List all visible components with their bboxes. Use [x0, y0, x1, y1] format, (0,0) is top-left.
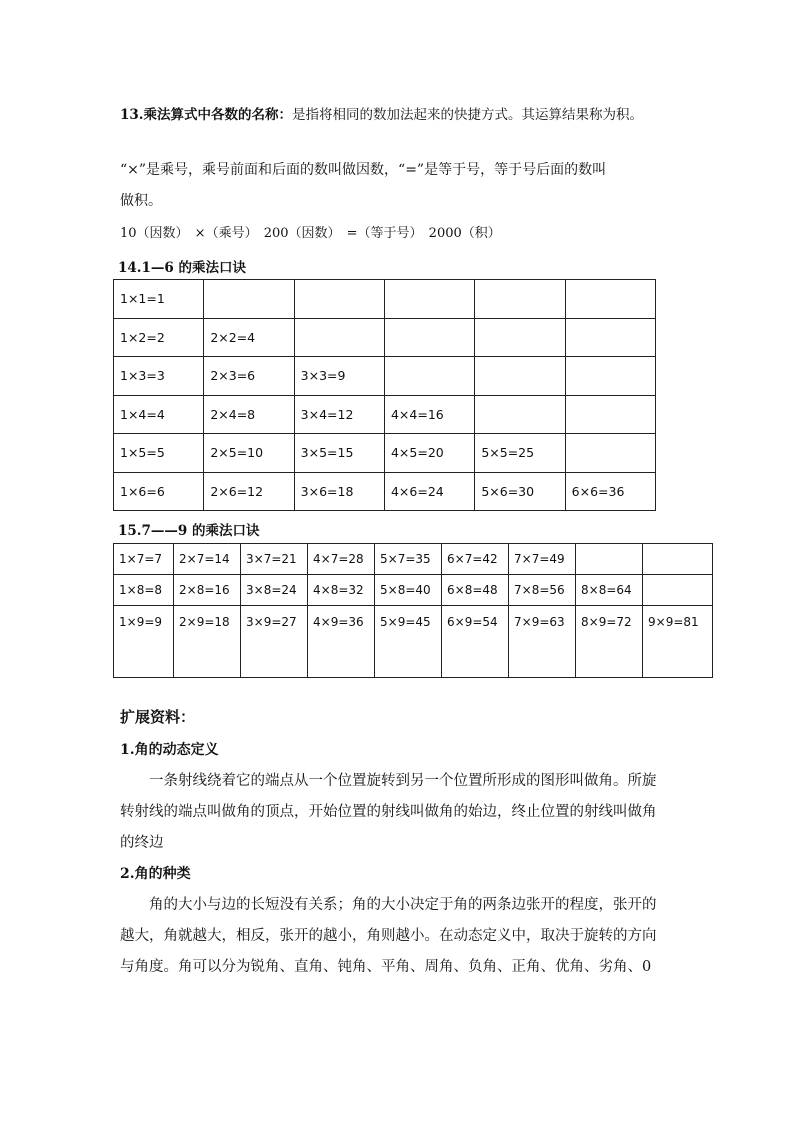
table-cell: 5×5=25 [475, 434, 565, 473]
table-row [114, 280, 656, 319]
table-cell: 6×9=54 [442, 606, 509, 678]
section-13-text: 是指将相同的数加法起来的快捷方式。其运算结果称为积。 [292, 107, 643, 123]
table-cell: 5×7=35 [375, 544, 442, 575]
paragraph-line: 一条射线绕着它的端点从一个位置旋转到另一个位置所形成的图形叫做角。所旋 [149, 773, 657, 789]
table-row [114, 606, 713, 678]
table-cell: 1×9=9 [114, 606, 174, 678]
table-cell: 8×9=72 [576, 606, 643, 678]
table-row [114, 318, 656, 357]
section-14-heading: 14.1—6 的乘法口诀 [118, 260, 246, 276]
table-cell: 1×6=6 [114, 472, 204, 511]
table-cell: 2×4=8 [204, 395, 294, 434]
table-cell: 8×8=64 [576, 575, 643, 606]
paragraph-line: 转射线的端点叫做角的顶点，开始位置的射线叫做角的始边，终止位置的射线叫做角 [120, 804, 657, 820]
table-cell: 3×9=27 [241, 606, 308, 678]
symbol-explanation-line-1: “×”是乘号，乘号前面和后面的数叫做因数，“=”是等于号，等于号后面的数叫 [120, 162, 607, 178]
table-cell [565, 280, 655, 319]
table-row [114, 395, 656, 434]
table-cell [643, 544, 713, 575]
table-cell [294, 280, 384, 319]
table-cell: 6×8=48 [442, 575, 509, 606]
table-row [114, 575, 713, 606]
table-cell: 7×7=49 [509, 544, 576, 575]
table-cell [384, 280, 474, 319]
section-13-line [120, 103, 643, 123]
symbol-explanation-line-2: 做积。 [120, 193, 162, 209]
table-cell [475, 318, 565, 357]
paragraph-line: 与角度。角可以分为锐角、直角、钝角、平角、周角、负角、正角、优角、劣角、0 [120, 959, 652, 975]
table-cell: 1×3=3 [114, 357, 204, 396]
table-cell: 7×9=63 [509, 606, 576, 678]
table-cell: 7×8=56 [509, 575, 576, 606]
table-cell: 1×5=5 [114, 434, 204, 473]
table-cell: 4×4=16 [384, 395, 474, 434]
table-cell: 6×7=42 [442, 544, 509, 575]
table-cell: 5×6=30 [475, 472, 565, 511]
table-cell [576, 544, 643, 575]
subsection-2-heading: 2.角的种类 [120, 866, 191, 882]
table-cell: 3×7=21 [241, 544, 308, 575]
table-row [114, 357, 656, 396]
paragraph-line: 越大，角就越大，相反，张开的越小，角则越小。在动态定义中，取决于旋转的方向 [120, 928, 657, 944]
table-cell: 5×8=40 [375, 575, 442, 606]
table-cell [565, 434, 655, 473]
multiplication-table-7-9 [113, 543, 713, 678]
table-cell: 2×2=4 [204, 318, 294, 357]
table-cell: 4×8=32 [308, 575, 375, 606]
section-15-heading: 15.7——9 的乘法口诀 [118, 523, 260, 539]
table-cell [475, 357, 565, 396]
table-cell [643, 575, 713, 606]
table-cell: 3×5=15 [294, 434, 384, 473]
table-row [114, 472, 656, 511]
table-cell: 2×3=6 [204, 357, 294, 396]
table-cell: 1×1=1 [114, 280, 204, 319]
paragraph-line: 角的大小与边的长短没有关系；角的大小决定于角的两条边张开的程度，张开的 [149, 897, 657, 913]
table-cell [294, 318, 384, 357]
table-cell: 2×6=12 [204, 472, 294, 511]
table-cell: 2×8=16 [174, 575, 241, 606]
table-cell: 4×7=28 [308, 544, 375, 575]
table-cell [565, 357, 655, 396]
extension-title: 扩展资料： [120, 708, 196, 726]
table-cell: 2×9=18 [174, 606, 241, 678]
table-cell [475, 395, 565, 434]
table-cell: 3×6=18 [294, 472, 384, 511]
table-cell [475, 280, 565, 319]
paragraph-line: 的终边 [120, 835, 164, 851]
subsection-1-heading: 1.角的动态定义 [120, 742, 219, 758]
table-row [114, 434, 656, 473]
table-cell: 6×6=36 [565, 472, 655, 511]
table-cell: 1×4=4 [114, 395, 204, 434]
table-cell: 1×8=8 [114, 575, 174, 606]
table-row [114, 544, 713, 575]
section-13-label: 13.乘法算式中各数的名称： [120, 107, 292, 123]
table-cell: 9×9=81 [643, 606, 713, 678]
subsection-2-body [120, 890, 676, 983]
table-cell: 5×9=45 [375, 606, 442, 678]
table-cell: 1×2=2 [114, 318, 204, 357]
table-cell: 4×9=36 [308, 606, 375, 678]
table-cell: 2×5=10 [204, 434, 294, 473]
table-cell: 3×4=12 [294, 395, 384, 434]
table-cell: 3×8=24 [241, 575, 308, 606]
table-cell [565, 318, 655, 357]
multiplication-table-1-6 [113, 279, 656, 511]
table-cell [204, 280, 294, 319]
table-cell [565, 395, 655, 434]
subsection-1-body [120, 766, 676, 859]
table-cell: 1×7=7 [114, 544, 174, 575]
table-cell: 2×7=14 [174, 544, 241, 575]
table-cell: 4×5=20 [384, 434, 474, 473]
multiplication-formula-example: 10（因数） ×（乘号） 200（因数） =（等于号） 2000（积） [120, 226, 501, 241]
table-cell: 4×6=24 [384, 472, 474, 511]
table-cell: 3×3=9 [294, 357, 384, 396]
table-cell [384, 357, 474, 396]
table-cell [384, 318, 474, 357]
